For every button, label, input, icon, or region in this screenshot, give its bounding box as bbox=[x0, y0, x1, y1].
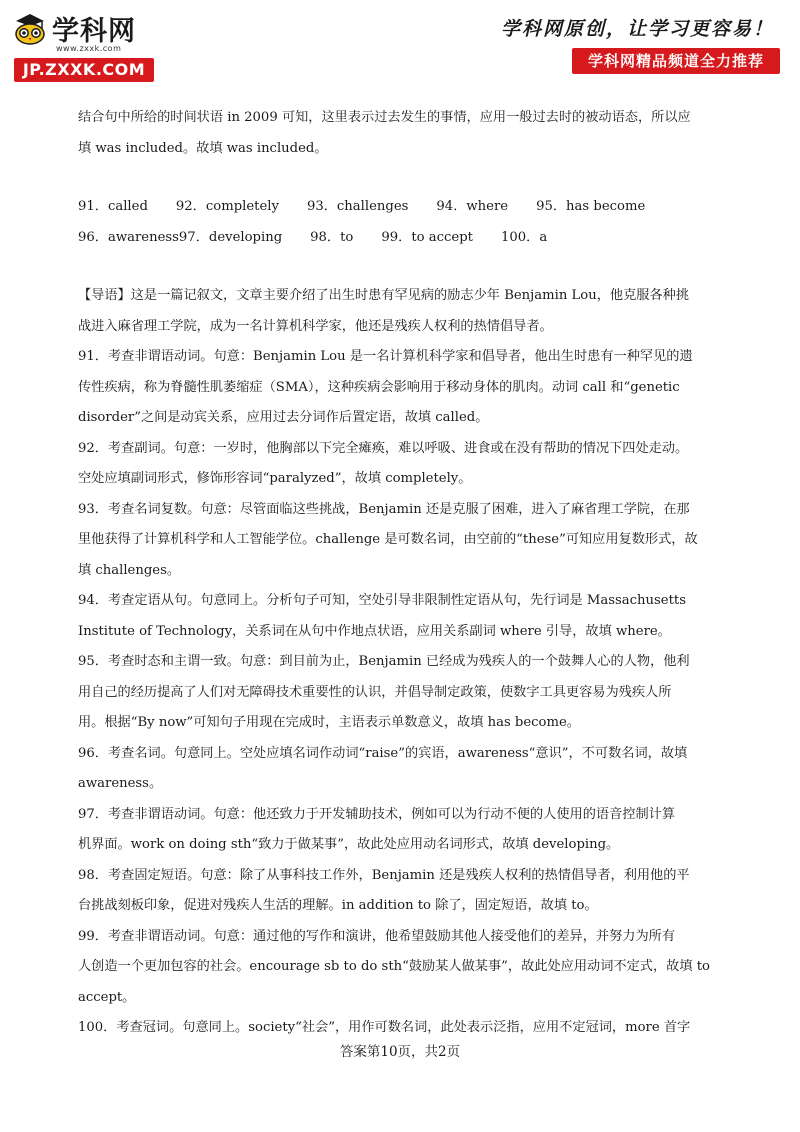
explanation-100: 100．考查冠词。句意同上。society“社会”，用作可数名词，此处表示泛指，应用不定冠词，more 首字 bbox=[78, 1020, 691, 1035]
explanation-99: 99．考查非谓语动词。句意：通过他的写作和演讲，他希望鼓励其他人接受他们的差异，并努力为所有 bbox=[78, 928, 676, 944]
explanation-97: 机界面。work on doing sth“致力于做某事”，故此处应用动名词形式，故填 developing。 bbox=[78, 837, 620, 852]
explanation-99: 人创造一个更加包容的社会。encourage sb to do sth“鼓励某人做某事”，故此处应用动词不定式，故填 to bbox=[78, 959, 710, 974]
intro-line: 结合句中所给的时间状语 in 2009 可知，这里表示过去发生的事情，应用一般过去时的被动语态，所以应 bbox=[78, 110, 691, 125]
page-header bbox=[0, 0, 800, 82]
answer-item: 95．has become bbox=[536, 199, 646, 214]
answer-item: 97．developing bbox=[178, 229, 283, 245]
explanation-91: disorder”之间是动宾关系，应用过去分词作后置定语，故填 called。 bbox=[78, 410, 489, 425]
answer-key bbox=[78, 192, 726, 253]
answer-item: 94．where bbox=[436, 199, 509, 214]
recommend-banner[interactable]: 学科网精品频道全力推荐 bbox=[572, 48, 780, 74]
explanation-94: Institute of Technology，关系词在从句中作地点状语，应用关系副词 where 引导，故填 where。 bbox=[78, 623, 671, 639]
answer-item: 92．completely bbox=[175, 199, 279, 214]
explanation-95: 用自己的经历提高了人们对无障碍技术重要性的认识，并倡导制定政策，使数字工具更容易为残疾人所 bbox=[78, 684, 672, 700]
answer-item: 91．called bbox=[78, 199, 148, 214]
answer-item: 100．a bbox=[500, 229, 548, 245]
logo-url: www.zxxk.com bbox=[56, 44, 122, 53]
explanation-96: awareness。 bbox=[78, 776, 163, 791]
explanation-98: 98．考查固定短语。句意：除了从事科技工作外，Benjamin 还是残疾人权利的热情倡导者，利用他的平 bbox=[78, 867, 690, 883]
explanation-96: 96．考查名词。句意同上。空处应填名词作动词“raise”的宾语，awareness“意识”，不可数名词，故填 bbox=[78, 745, 688, 761]
explanation-97: 97．考查非谓语动词。句意：他还致力于开发辅助技术，例如可以为行动不便的人使用的语音控制计算 bbox=[78, 806, 676, 822]
explanation-93: 填 challenges。 bbox=[78, 562, 181, 578]
answer-item: 93．challenges bbox=[306, 199, 409, 214]
explanation-93: 里他获得了计算机科学和人工智能学位。challenge 是可数名词，由空前的“these”可知应用复数形式，故 bbox=[78, 532, 698, 547]
answer-item: 96．awareness bbox=[78, 229, 179, 245]
logo-title: 学科网 bbox=[52, 15, 136, 47]
answer-content bbox=[78, 103, 726, 1044]
explanation-91: 传性疾病，称为脊髓性肌萎缩症（SMA），这种疾病会影响用于移动身体的肌肉。动词 call 和“genetic bbox=[78, 379, 680, 395]
explanation-91: 91．考查非谓语动词。句意：Benjamin Lou 是一名计算机科学家和倡导者，他出生时患有一种罕见的遗 bbox=[78, 349, 693, 364]
guide-line: 【导语】这是一篇记叙文，文章主要介绍了出生时患有罕见病的励志少年 Benjamin Lou，他克服各种挑 bbox=[78, 288, 690, 303]
page-footer: 答案第10页，共2页 bbox=[339, 1044, 461, 1060]
answer-item: 99．to accept bbox=[381, 229, 473, 245]
explanation-95: 95．考查时态和主谓一致。句意：到目前为止，Benjamin 已经成为残疾人的一个鼓舞人心的人物，他利 bbox=[78, 654, 690, 669]
explanation-95: 用。根据“By now”可知句子用现在完成时，主语表示单数意义，故填 has become。 bbox=[78, 715, 580, 730]
guide-line: 战进入麻省理工学院，成为一名计算机科学家，他还是残疾人权利的热情倡导者。 bbox=[78, 318, 553, 334]
explanation-98: 台挑战刻板印象，促进对残疾人生活的理解。in addition to 除了，固定短语，故填 to。 bbox=[78, 898, 598, 913]
intro-line: 填 was included。故填 was included。 bbox=[78, 140, 328, 156]
explanation-93: 93．考查名词复数。句意：尽管面临这些挑战，Benjamin 还是克服了困难，进入了麻省理工学院，在那 bbox=[78, 501, 690, 517]
explanation-92: 空处应填副词形式，修饰形容词“paralyzed”，故填 completely。 bbox=[78, 471, 472, 486]
owl-mascot-icon bbox=[12, 11, 48, 45]
explanation-block bbox=[78, 281, 726, 1044]
explanation-99: accept。 bbox=[78, 989, 136, 1005]
spacer bbox=[78, 164, 726, 192]
header-slogan: 学科网原创，让学习更容易！ bbox=[500, 18, 774, 40]
logo-badge[interactable]: JP.ZXXK.COM bbox=[14, 58, 154, 82]
answer-item: 98．to bbox=[310, 229, 354, 245]
site-logo[interactable] bbox=[12, 8, 162, 78]
explanation-92: 92．考查副词。句意：一岁时，他胸部以下完全瘫痪，难以呼吸、进食或在没有帮助的情况下四处走动。 bbox=[78, 440, 689, 456]
explanation-94: 94．考查定语从句。句意同上。分析句子可知，空处引导非限制性定语从句，先行词是 Massachusetts bbox=[78, 593, 686, 608]
spacer bbox=[78, 253, 726, 281]
